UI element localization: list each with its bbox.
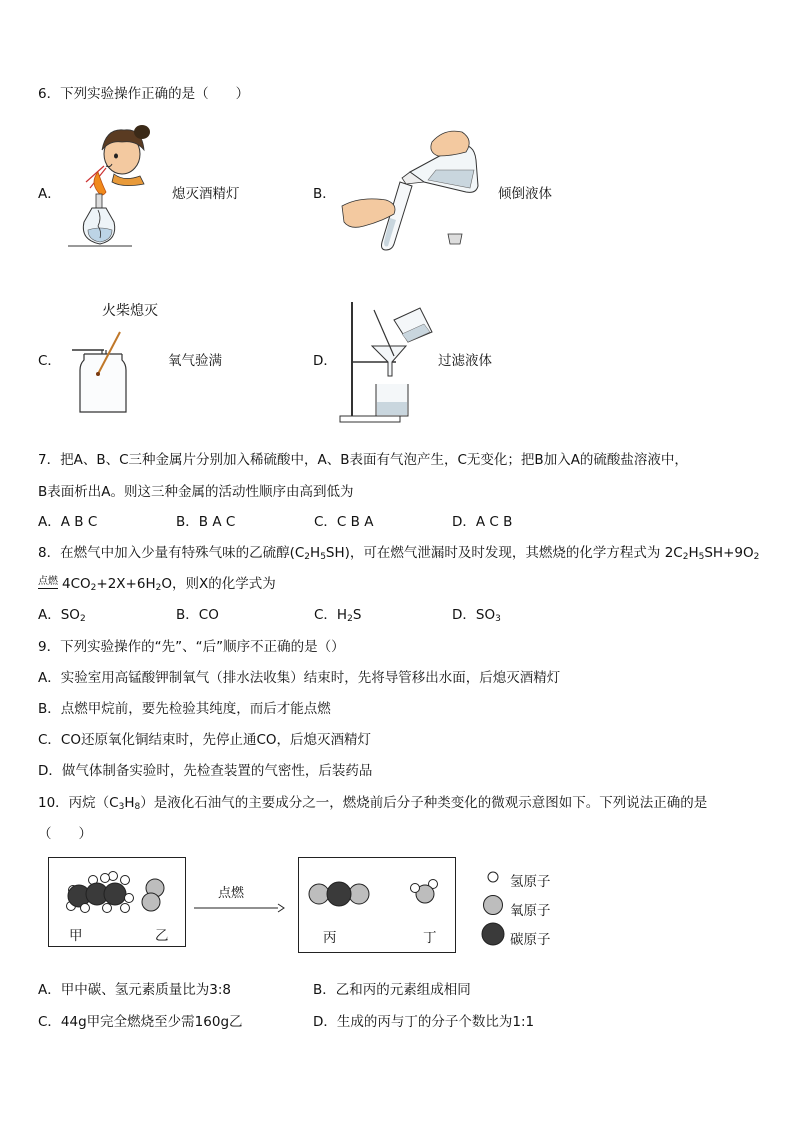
q9-stem: 9．下列实验操作的“先”、“后”顺序不正确的是（） [38, 639, 345, 655]
carbon-dioxide-molecule [309, 882, 369, 906]
oxygen-atom-icon [484, 896, 503, 915]
q6-option-a-caption: 熄灭酒精灯 [172, 186, 240, 202]
q8-option-b: B．CO [176, 607, 219, 623]
label-jia: 甲 [69, 928, 83, 944]
q10-stem: 10．丙烷$(C_3H_8)$是液化石油气的主要成分之一，燃烧前后分子种类变化的微观示意图如下。下列说法正确的是 [38, 795, 708, 812]
q6-option-b-caption: 倾倒液体 [498, 186, 552, 202]
arrow-label: 点燃 [218, 886, 245, 901]
q6-option-c-caption: 氧气验满 [168, 353, 222, 369]
q10-stem-line2: （ ） [38, 826, 92, 842]
propane-molecule [67, 872, 134, 913]
reaction-arrow-icon [194, 902, 286, 914]
q7-line1: 7．把A、B、C三种金属片分别加入稀硫酸中，A、B表面有气泡产生，C无变化；把B加入A的硫酸盐溶液中， [38, 452, 688, 468]
q10-option-d: D．生成的丙与丁的分子个数比为1:1 [313, 1014, 535, 1030]
q8-reaction-condition: 点燃 [38, 576, 58, 587]
q8-line1: 8．在燃气中加入少量有特殊气味的乙硫醇$(C_2H_5SH)$，可在燃气泄漏时及时发现，其燃烧的化学方程式为 $2C_2H_5SH+9O_2$ [38, 545, 760, 562]
q10-option-b: B．乙和丙的元素组成相同 [313, 982, 471, 998]
q6-option-b-letter: B． [313, 186, 336, 202]
q10-option-a: A．甲中碳、氢元素质量比为3:8 [38, 982, 231, 998]
oxygen-molecule [142, 879, 164, 911]
q8-line2: 点燃 $4CO_2+2X+6H_2O$，则X的化学式为 [38, 576, 276, 593]
q10-option-c: C．44g甲完全燃烧至少需160g乙 [38, 1014, 243, 1030]
label-ding: 丁 [423, 930, 437, 946]
q8-option-d: D．$SO_3$ [452, 607, 501, 624]
water-molecule [411, 880, 438, 904]
q6-option-a-letter: A． [38, 186, 61, 202]
q6-option-c-letter: C． [38, 353, 61, 369]
legend-oxygen: 氧原子 [510, 903, 551, 919]
products-box [298, 857, 456, 953]
q6-stem: 6．下列实验操作正确的是（ ） [38, 86, 250, 102]
oxygen-test-illustration [70, 326, 140, 416]
label-bing: 丙 [323, 930, 337, 946]
legend-hydrogen: 氢原子 [510, 874, 551, 890]
legend-carbon: 碳原子 [510, 932, 551, 948]
q7-option-c: C．C B A [314, 514, 374, 530]
reactants-box [48, 857, 186, 947]
q8-option-a: A．$SO_2$ [38, 607, 86, 624]
q9-option-a: A．实验室用高锰酸钾制氧气（排水法收集）结束时，先将导管移出水面，后熄灭酒精灯 [38, 670, 561, 686]
extinguish-lamp-illustration [62, 122, 172, 262]
q7-option-b: B．B A C [176, 514, 236, 530]
q7-line2: B表面析出A。则这三种金属的活动性顺序由高到低为 [38, 484, 354, 500]
q6-option-c-note: 火柴熄灭 [102, 303, 158, 319]
q6-option-d-letter: D． [313, 353, 337, 369]
q7-option-d: D．A C B [452, 514, 513, 530]
q9-option-c: C．CO还原氧化铜结束时，先停止通CO，后熄灭酒精灯 [38, 732, 372, 748]
q8-option-c: C．$H_2S$ [314, 607, 362, 624]
hydrogen-atom-icon [488, 872, 498, 882]
q6-option-d-caption: 过滤液体 [438, 353, 492, 369]
carbon-atom-icon [482, 923, 504, 945]
q9-option-b: B．点燃甲烷前，要先检验其纯度，而后才能点燃 [38, 701, 331, 717]
q9-option-d: D．做气体制备实验时，先检查装置的气密性，后装药品 [38, 763, 373, 779]
q7-option-a: A．A B C [38, 514, 98, 530]
pour-liquid-illustration [340, 126, 490, 256]
label-yi: 乙 [155, 928, 169, 944]
atom-legend-icons [480, 866, 510, 948]
